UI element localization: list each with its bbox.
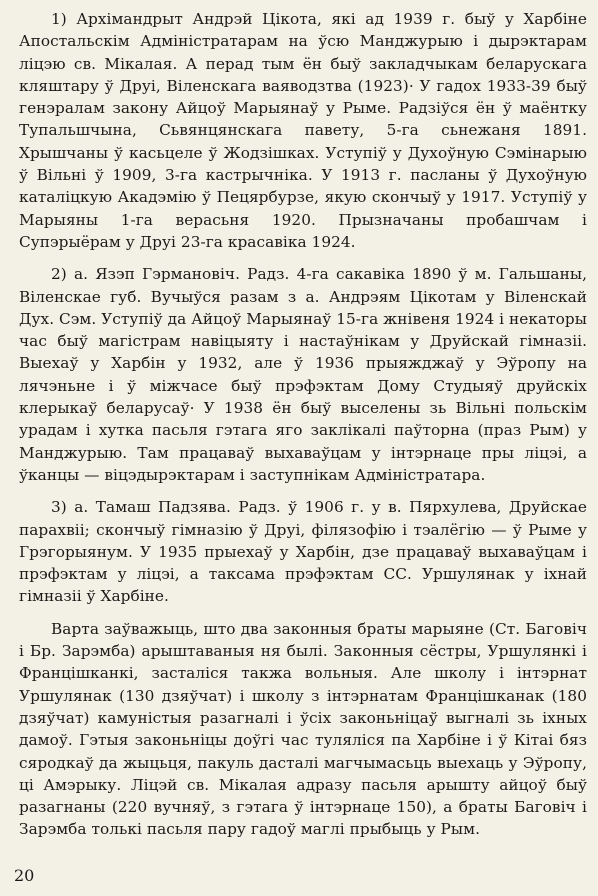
paragraph-tsikota: 1) Архімандрыт Андрэй Цікота, які ад 1939 г. быў у Харбіне Апостальскім Адміністратарам на ўсю Манджурыю і дырэктарам ліцэю св. Мікалая. А перад тым ён быў закладчыкам беларускага кляштару ў Друі, Віленскага ваяводзтва (1923)· У гадох 1933-39 быў генэралам закону Айцоў Марыянаў у Рыме. Радзіўся ён ў маёнтку Тупальшчына, Сьвянцянскага павету, 5-га сьнежаня 1891. Хрышчаны ў касьцеле ў Жодзішках. Уступіў у Духоўную Сэмінарыю ў Вільні ў 1909, 3-га кастрычніка. У 1913 г. пасланы ў Духоўную каталіцкую Акадэмію ў Пецярбурзе, якую скончыў у 1917. Уступіў у Марыяны 1-га верасьня 1920. Прызначаны пробашчам і Супэрыёрам у Друі 23-га красавіка 1924.: [19, 10, 587, 251]
page-number: 20: [14, 866, 35, 885]
paragraph-padziava: 3) а. Тамаш Падзява. Радз. ў 1906 г. у в. Пярхулева, Друйскае парахвіі; скончыў гімназію ў Друі, філязофію і тэалёгію — ў Рыме у Грэгорыянум. У 1935 прыехаў у Харбін, дзе працаваў выхаваўцам і прэфэктам у ліцэі, а таксама прэфэктам СС. Уршулянак у іхнай гімназіі ў Харбіне.: [19, 498, 587, 606]
paragraph-hermanovich: 2) а. Язэп Гэрмановіч. Радз. 4-га сакавіка 1890 ў м. Гальшаны, Віленскае губ. Вучыўся разам з а. Андрэям Цікотам у Віленскай Дух. Сэм. Уступіў да Айцоў Марыянаў 15-га жнівеня 1924 і некаторы час быў магістрам навіцыяту і настаўнікам у Друйскай гімназіі. Выехаў у Харбін у 1932, але ў 1936 прыяжджаў у Эўропу на лячэньне і ў міжчасе быў прэфэктам Дому Студыяў друйскіх клерыкаў беларусаў· У 1938 ён быў выселены зь Вільні польскім урадам і хутка пасьля гэтага яго заклікалі паўторна (праз Рым) у Манджурыю. Там працаваў выхаваўцам у інтэрнаце пры ліцэі, а ўканцы — віцэдырэктарам і заступнікам Адміністратара.: [19, 265, 587, 484]
paragraph-closing-note: Варта заўважыць, што два законныя браты марыяне (Ст. Баговіч і Бр. Зарэмба) арыштаваныя ня былі. Законныя сёстры, Уршулянкі і Францішканкі, засталіся такжа вольныя. Але школу і інтэрнат Уршулянак (130 дзяўчат) і школу з інтэрнатам Францішканак (180 дзяўчат) камуністыя разагналі і ўсіх законьніцаў выгналі зь іхных дамоў. Гэтыя законьніцы доўгі час туляліся па Харбіне і ў Кітаі бяз сяродкаў да жыцьця, пакуль дасталі магчымасьць выехаць у Эўропу, ці Амэрыку. Ліцэй св. Мікалая адразу пасьля арышту айцоў быў разагнаны (220 вучняў, з гэтага ў інтэрнаце 150), а браты Баговіч і Зарэмба толькі пасьля пару гадоў маглі прыбыць у Рым.: [19, 619, 587, 839]
body-text: [19, 8, 587, 841]
